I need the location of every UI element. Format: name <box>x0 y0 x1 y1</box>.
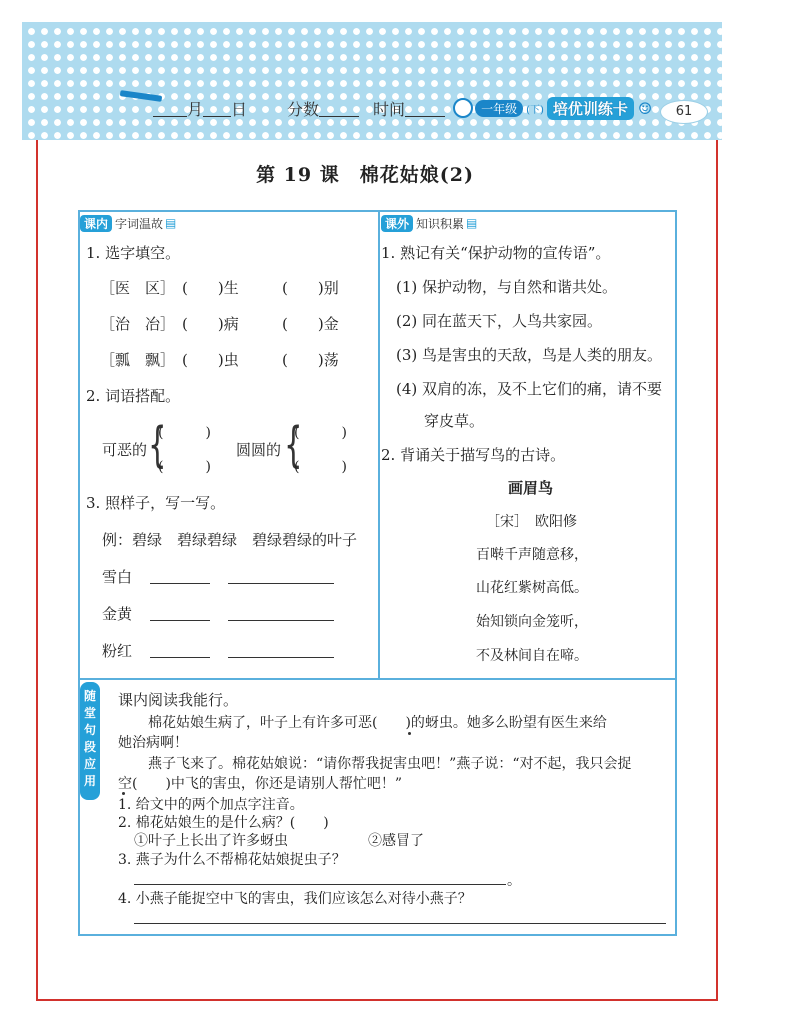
q3-end-mark: 。 <box>507 873 521 889</box>
q2-brace1: { <box>148 417 167 473</box>
q3-w3-line1[interactable] <box>150 657 210 658</box>
score-label: 分数 <box>287 99 320 119</box>
left-tag-text: 字词温故 <box>115 216 164 231</box>
q1-row2-a[interactable]: ( )病 <box>182 315 239 333</box>
right-tag-text: 知识积累 <box>416 216 465 231</box>
q4-answer-line[interactable] <box>134 923 666 924</box>
q3-w3-line2[interactable] <box>228 657 334 658</box>
header-info-bar <box>125 92 700 124</box>
left-tag-pill: 课内 <box>80 215 112 232</box>
side-tag-char: 用 <box>83 774 96 788</box>
day-blank[interactable] <box>203 100 231 117</box>
time-blank[interactable] <box>405 100 445 117</box>
right-tag-pill: 课外 <box>381 215 413 232</box>
q1-row1-chars: ［医 区］ <box>100 279 176 297</box>
q3-w2-line2[interactable] <box>228 620 334 621</box>
q3-w1-line1[interactable] <box>150 583 210 584</box>
side-tag-char: 随 <box>83 689 96 703</box>
q2-w1-blank1[interactable]: ( ) <box>158 425 211 441</box>
side-tag-char: 句 <box>83 723 96 737</box>
poem-line-1: 百啭千声随意移， <box>476 547 588 563</box>
month-label: 月 <box>187 99 204 119</box>
poem-title: 画眉鸟 <box>508 479 554 497</box>
month-blank[interactable] <box>153 100 187 117</box>
poem-author: ［宋］ 欧阳修 <box>486 514 577 530</box>
slogan-4-cont: 穿皮草。 <box>424 412 485 430</box>
q2-w2-blank1[interactable]: ( ) <box>294 425 347 441</box>
question-1: 1. 给文中的两个加点字注音。 <box>118 797 304 813</box>
q3-w2-line1[interactable] <box>150 620 210 621</box>
slogan-4: (4) 双肩的冻，及不上它们的痛，请不要 <box>396 380 663 398</box>
q2-word2: 圆圆的 <box>236 441 282 459</box>
day-label: 日 <box>231 99 248 119</box>
q2-brace2: { <box>284 417 303 473</box>
left-section-tag <box>80 213 176 233</box>
left-q2-title: 2. 词语搭配。 <box>86 387 181 405</box>
page-number: 61 <box>660 100 708 124</box>
right-section-tag <box>381 213 477 233</box>
q2-word1: 可恶的 <box>102 441 148 459</box>
term-label: (下) <box>526 104 544 116</box>
q1-row1-a[interactable]: ( )生 <box>182 279 239 297</box>
emphasis-dot <box>408 732 411 735</box>
left-q1-title: 1. 选字填空。 <box>86 244 181 262</box>
book-icon: ▤ <box>466 216 478 230</box>
question-2: 2. 棉花姑娘生的是什么病？( ) <box>118 815 329 831</box>
question-4: 4. 小燕子能捉空中飞的害虫，我们应该怎么对待小燕子？ <box>118 891 472 907</box>
slogan-1: (1) 保护动物，与自然和谐共处。 <box>396 278 618 296</box>
q2-w1-blank2[interactable]: ( ) <box>158 459 211 475</box>
passage-para1-line2: 她治病啊！ <box>118 735 188 751</box>
series-brand <box>453 97 652 120</box>
q3-answer-line[interactable] <box>134 884 506 885</box>
score-blank[interactable] <box>319 100 359 117</box>
clock-icon <box>453 98 473 118</box>
q3-example: 例：碧绿 碧绿碧绿 碧绿碧绿的叶子 <box>102 531 358 549</box>
q1-row2-b[interactable]: ( )金 <box>282 315 339 333</box>
q3-word2: 金黄 <box>102 605 133 623</box>
q3-word3: 粉红 <box>102 642 133 660</box>
passage-para2-line2: 空( )中飞的害虫，你还是请别人帮忙吧！” <box>118 776 403 792</box>
reading-side-tag <box>80 682 100 800</box>
side-tag-char: 段 <box>83 740 96 754</box>
q1-row3-a[interactable]: ( )虫 <box>182 351 239 369</box>
side-tag-char: 应 <box>83 757 96 771</box>
poem-line-3: 始知锁向金笼听， <box>476 614 588 630</box>
q1-row1-b[interactable]: ( )别 <box>282 279 339 297</box>
q1-row2-chars: ［治 冶］ <box>100 315 176 333</box>
passage-para1-line1: 棉花姑娘生病了，叶子上有许多可恶( )的蚜虫。她多么盼望有医生来给 <box>148 715 607 731</box>
q2-w2-blank2[interactable]: ( ) <box>294 459 347 475</box>
series-title: 培优训练卡 <box>547 97 634 120</box>
passage-para2-line1: 燕子飞来了。棉花姑娘说：“请你帮我捉害虫吧！”燕子说：“对不起，我只会捉 <box>148 756 632 772</box>
q3-w1-line2[interactable] <box>228 583 334 584</box>
q1-row3-b[interactable]: ( )荡 <box>282 351 339 369</box>
question-3: 3. 燕子为什么不帮棉花姑娘捉虫子？ <box>118 852 346 868</box>
lesson-title: 第 19 课 棉花姑娘(2) <box>256 164 474 186</box>
right-q1-title: 1. 熟记有关“保护动物的宣传语”。 <box>381 244 611 262</box>
q3-word1: 雪白 <box>102 568 133 586</box>
time-label: 时间 <box>373 99 406 119</box>
poem-line-4: 不及林间自在啼。 <box>476 648 588 664</box>
q2-option-2[interactable]: ②感冒了 <box>368 833 424 849</box>
left-q3-title: 3. 照样子，写一写。 <box>86 494 226 512</box>
side-tag-char: 堂 <box>83 706 96 720</box>
q2-option-1[interactable]: ①叶子上长出了许多蚜虫 <box>134 833 288 849</box>
right-q2-title: 2. 背诵关于描写鸟的古诗。 <box>381 446 566 464</box>
reading-intro: 课内阅读我能行。 <box>118 691 239 709</box>
book-icon: ▤ <box>165 216 177 230</box>
grade-badge: 一年级 <box>475 100 523 117</box>
slogan-2: (2) 同在蓝天下，人鸟共家园。 <box>396 312 603 330</box>
q1-row3-chars: ［瓢 飘］ <box>100 351 176 369</box>
poem-line-2: 山花红紫树高低。 <box>476 580 588 596</box>
mascot-icon: ☺ <box>637 98 653 118</box>
slogan-3: (3) 鸟是害虫的天敌，鸟是人类的朋友。 <box>396 346 663 364</box>
